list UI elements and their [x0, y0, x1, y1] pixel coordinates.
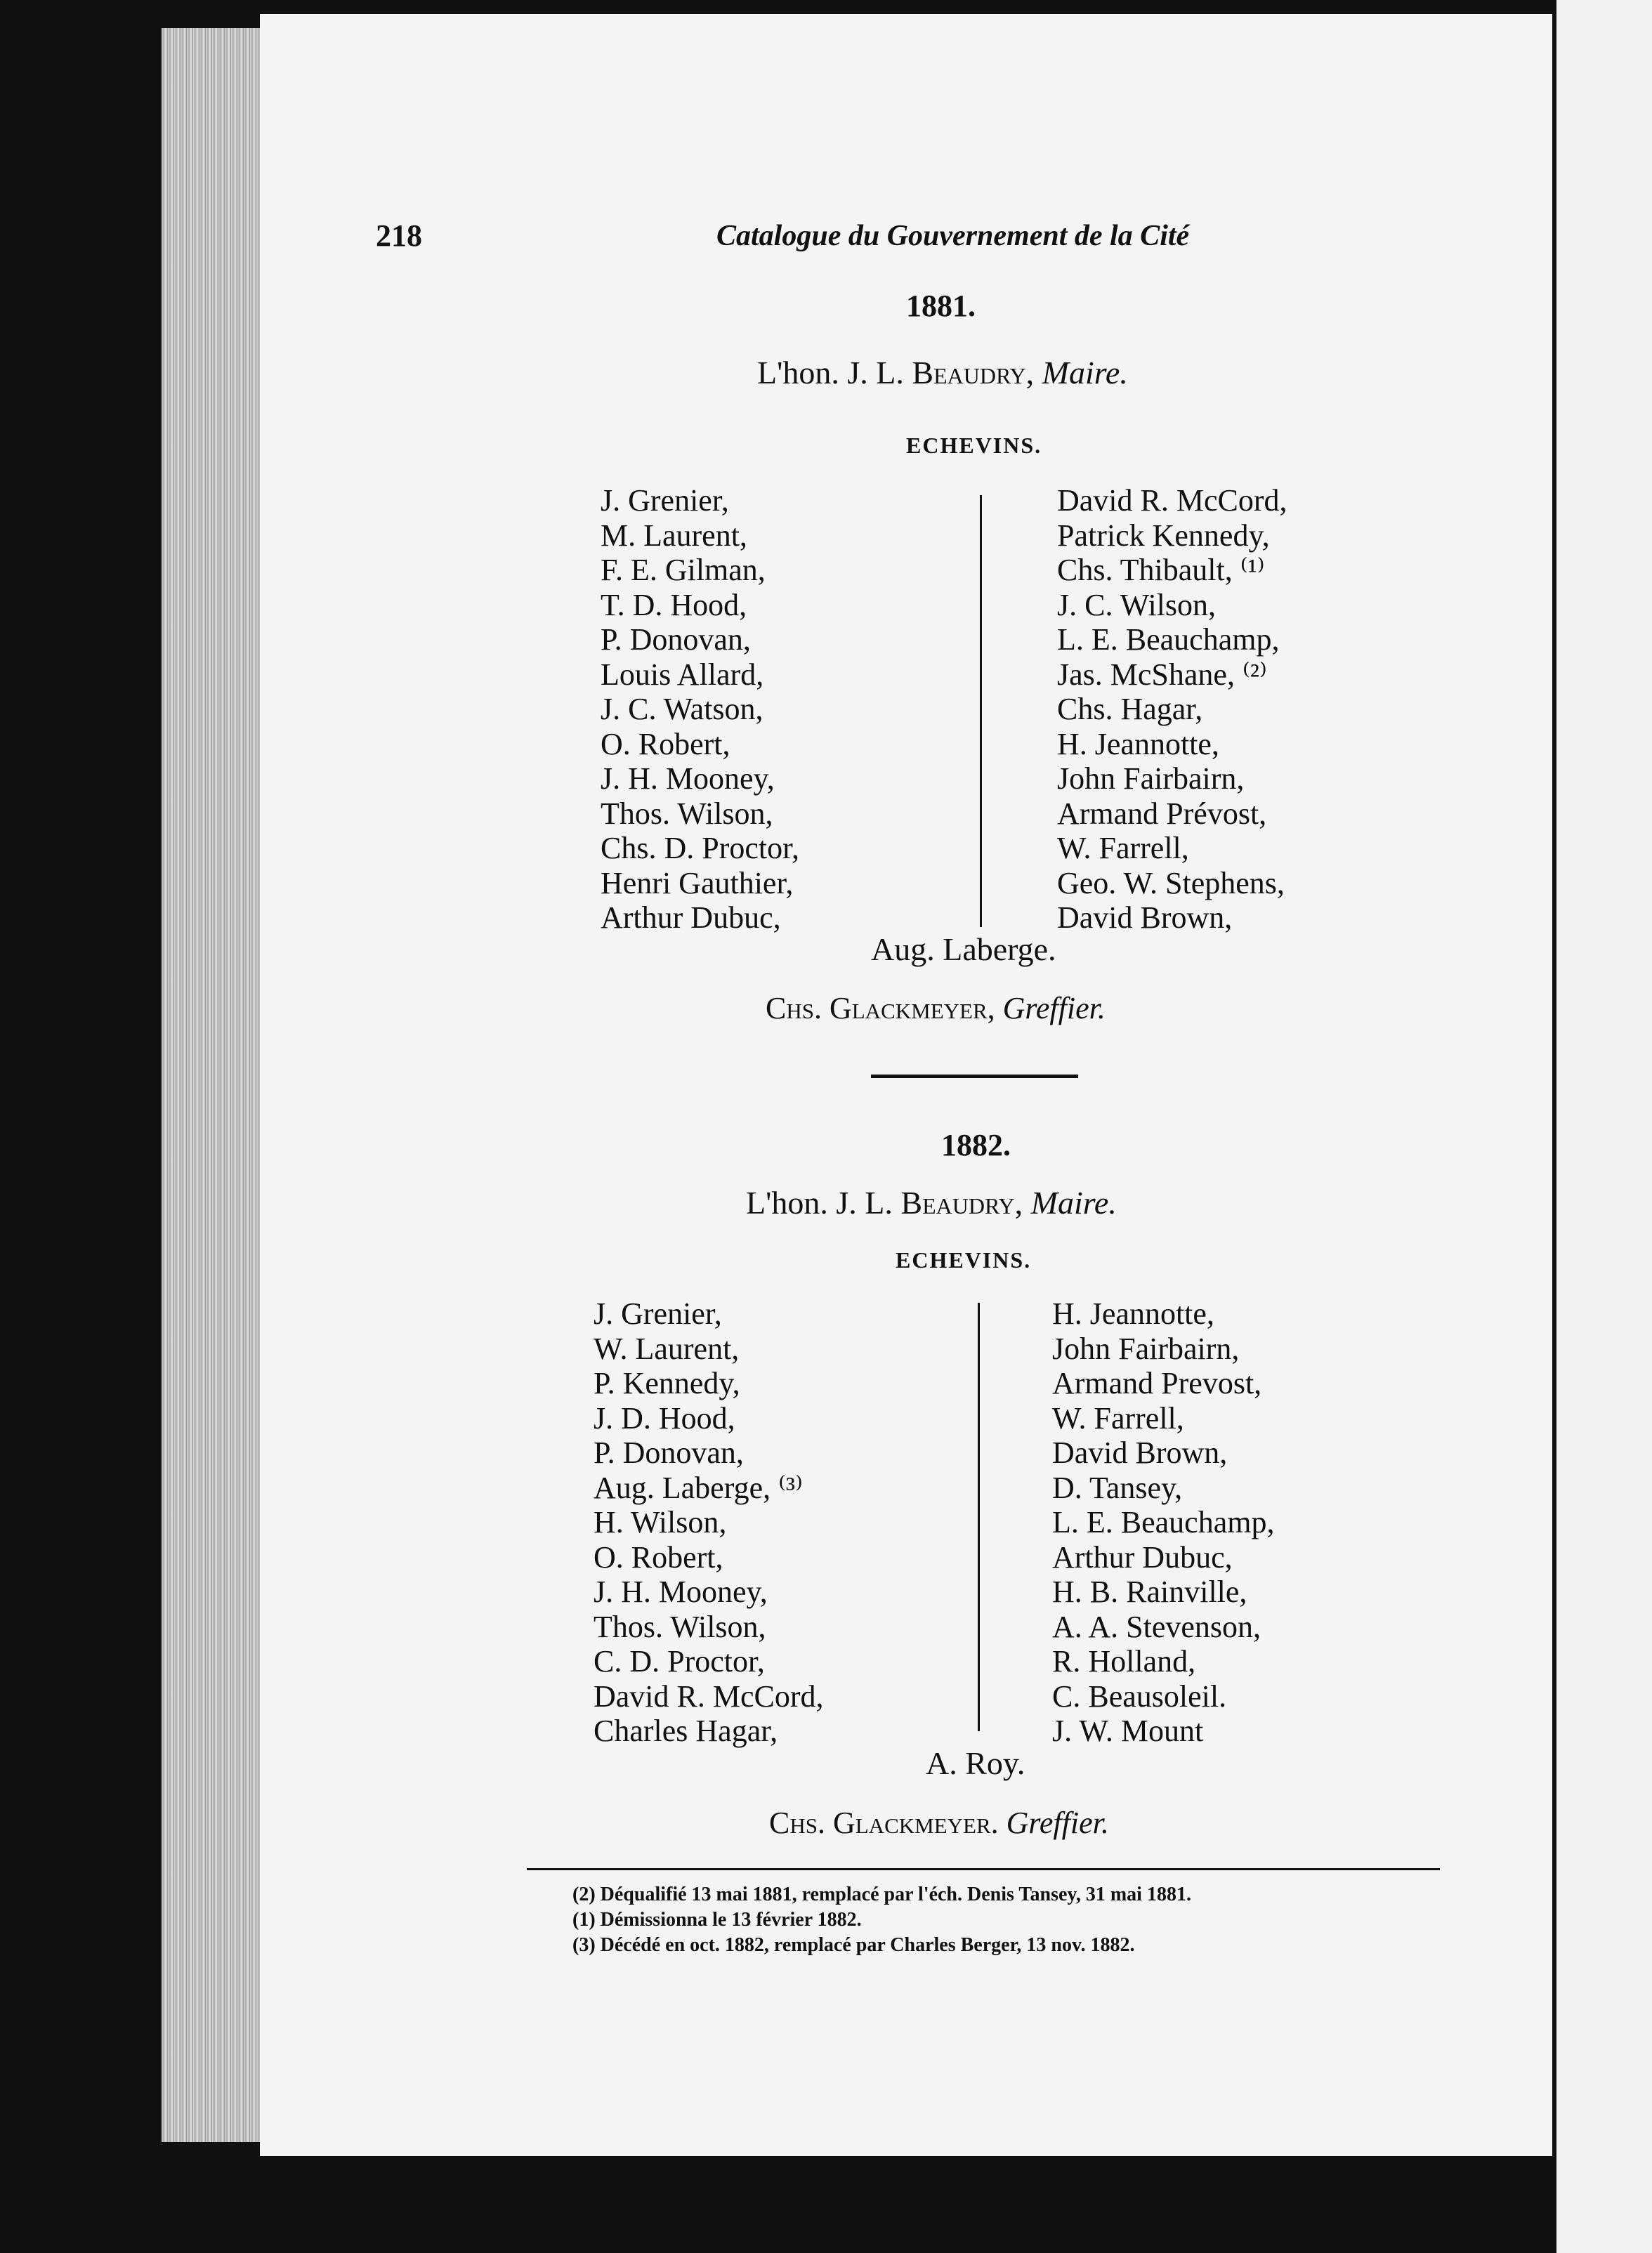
mayor-role: Maire.: [1042, 355, 1128, 390]
clerk-name: Chs. Glackmeyer.: [769, 1806, 999, 1840]
alderman-name: Arthur Dubuc,: [601, 900, 781, 935]
mayor-role: Maire.: [1030, 1185, 1117, 1221]
mayor-line-1882: L'hon. J. L. Beaudry, Maire.: [746, 1185, 1117, 1221]
alderman-name: Arthur Dubuc,: [1052, 1539, 1233, 1575]
alderman-name: Patrick Kennedy,: [1057, 518, 1270, 553]
alderman-name: P. Donovan,: [594, 1436, 744, 1470]
alderman-name: J. W. Mount: [1052, 1714, 1204, 1748]
aldermen-right-column-1881: [1057, 483, 1287, 935]
alderman-name: H. Jeannotte,: [1057, 726, 1219, 761]
alderman-name: Aug. Laberge, ⁽³⁾: [594, 1470, 803, 1505]
alderman-name: Louis Allard,: [601, 657, 764, 692]
section-separator: [871, 1075, 1078, 1078]
mayor-prefix: L'hon. J. L.: [757, 355, 912, 390]
alderman-name: J. Grenier,: [601, 483, 729, 518]
alderman-name: T. D. Hood,: [601, 587, 747, 622]
alderman-name: C. D. Proctor,: [594, 1644, 765, 1679]
aldermen-heading-1881: ECHEVINS.: [906, 433, 1042, 458]
alderman-name: W. Laurent,: [594, 1331, 740, 1366]
alderman-name: J. H. Mooney,: [594, 1575, 768, 1609]
alderman-name: H. Jeannotte,: [1052, 1296, 1214, 1331]
running-title: Catalogue du Gouvernement de la Cité: [716, 220, 1190, 252]
alderman-name: O. Robert,: [594, 1539, 723, 1575]
alderman-name: C. Beausoleil.: [1052, 1679, 1227, 1714]
page-number: 218: [376, 218, 422, 253]
alderman-name: David R. McCord,: [1057, 483, 1287, 518]
alderman-name: Henri Gauthier,: [601, 865, 794, 900]
column-divider-1882: [978, 1303, 980, 1731]
alderman-name: L. E. Beauchamp,: [1052, 1505, 1275, 1539]
clerk-line-1882: [769, 1805, 1109, 1841]
facing-page-edge: [1552, 0, 1652, 2253]
alderman-name: Thos. Wilson,: [594, 1609, 766, 1644]
alderman-name: P. Kennedy,: [594, 1366, 740, 1400]
alderman-name: Jas. McShane, ⁽²⁾: [1057, 657, 1267, 692]
alderman-name: J. C. Wilson,: [1057, 587, 1217, 622]
alderman-name: Thos. Wilson,: [601, 796, 773, 831]
clerk-line-1881: [766, 990, 1106, 1026]
alderman-name: O. Robert,: [601, 726, 730, 761]
year-heading-1881: 1881.: [906, 289, 976, 323]
alderman-name: Chs. D. Proctor,: [601, 831, 800, 865]
alderman-name: David Brown,: [1057, 900, 1233, 935]
alderman-name: H. Wilson,: [594, 1505, 727, 1539]
alderman-name: Chs. Thibault, ⁽¹⁾: [1057, 553, 1265, 587]
footnotes: [572, 1882, 1191, 1958]
alderman-name: J. C. Watson,: [601, 692, 763, 726]
alderman-name: Charles Hagar,: [594, 1714, 778, 1748]
footnote: (2) Déqualifié 13 mai 1881, remplacé par l'éch. Denis Tansey, 31 mai 1881.: [572, 1884, 1191, 1905]
alderman-name: A. A. Stevenson,: [1052, 1609, 1261, 1644]
aldermen-left-column-1881: [601, 483, 799, 935]
alderman-name: Chs. Hagar,: [1057, 692, 1203, 726]
mayor-name: Beaudry: [912, 355, 1026, 390]
centered-alderman-1882: A. Roy.: [926, 1745, 1025, 1781]
book-page-edges: [162, 28, 274, 2142]
alderman-name: H. B. Rainville,: [1052, 1575, 1247, 1609]
alderman-name: W. Farrell,: [1052, 1400, 1184, 1436]
mayor-prefix: L'hon. J. L.: [746, 1185, 901, 1221]
alderman-name: D. Tansey,: [1052, 1470, 1183, 1505]
alderman-name: David R. McCord,: [594, 1679, 824, 1714]
aldermen-right-column-1882: [1052, 1296, 1274, 1749]
clerk-name: Chs. Glackmeyer,: [766, 991, 995, 1025]
aldermen-left-column-1882: [594, 1296, 824, 1749]
alderman-name: R. Holland,: [1052, 1644, 1196, 1679]
centered-alderman-1881: Aug. Laberge.: [871, 931, 1056, 967]
clerk-role: Greffier.: [1006, 1806, 1109, 1840]
alderman-name: Armand Prévost,: [1057, 796, 1267, 831]
clerk-role: Greffier.: [1002, 991, 1106, 1025]
alderman-name: M. Laurent,: [601, 518, 747, 553]
alderman-name: W. Farrell,: [1057, 831, 1189, 865]
footnote: (3) Décédé en oct. 1882, remplacé par Charles Berger, 13 nov. 1882.: [572, 1934, 1135, 1956]
alderman-name: Geo. W. Stephens,: [1057, 865, 1285, 900]
alderman-name: L. E. Beauchamp,: [1057, 622, 1280, 657]
alderman-name: John Fairbairn,: [1052, 1331, 1240, 1366]
alderman-name: David Brown,: [1052, 1436, 1228, 1470]
mayor-name: Beaudry: [900, 1185, 1015, 1221]
year-heading-1882: 1882.: [941, 1128, 1011, 1162]
mayor-line-1881: L'hon. J. L. Beaudry, Maire.: [757, 355, 1128, 390]
alderman-name: Armand Prevost,: [1052, 1366, 1262, 1400]
alderman-name: J. Grenier,: [594, 1296, 722, 1331]
alderman-name: P. Donovan,: [601, 622, 751, 657]
column-divider-1881: [980, 495, 982, 927]
alderman-name: J. D. Hood,: [594, 1400, 735, 1436]
footnote-rule: [527, 1868, 1440, 1870]
alderman-name: F. E. Gilman,: [601, 553, 766, 587]
aldermen-heading-1882: ECHEVINS.: [896, 1247, 1032, 1273]
alderman-name: J. H. Mooney,: [601, 761, 775, 796]
alderman-name: John Fairbairn,: [1057, 761, 1245, 796]
footnote: (1) Démissionna le 13 février 1882.: [572, 1909, 862, 1931]
